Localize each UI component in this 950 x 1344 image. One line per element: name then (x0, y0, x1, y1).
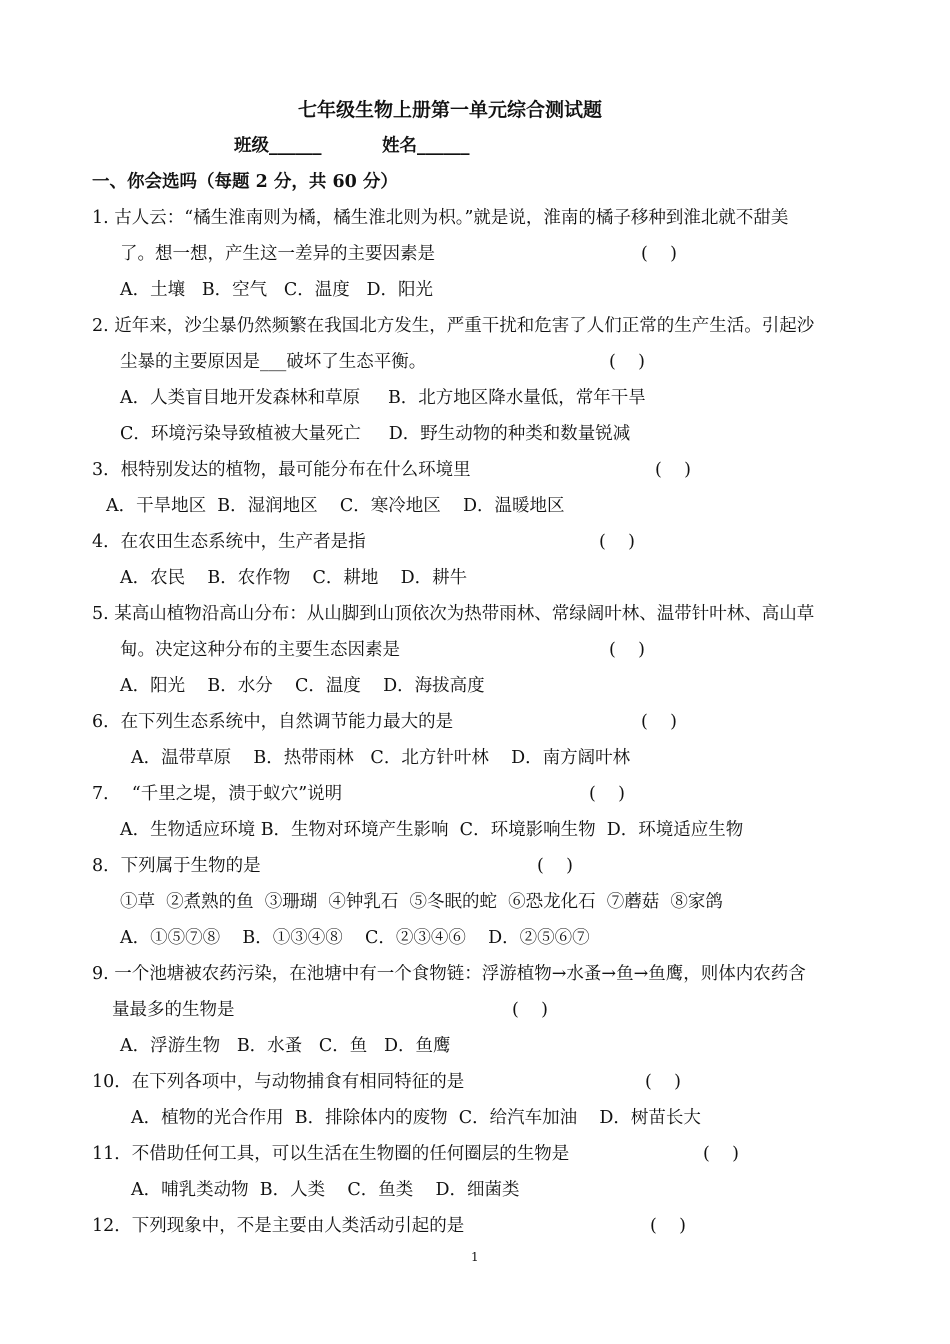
answer-bracket: ( ) (589, 784, 625, 804)
question-line: 10．在下列各项中，与动物捕食有相同特征的是 (92, 1072, 465, 1092)
question-line: 9. 一个池塘被农药污染，在池塘中有一个食物链：浮游植物→水蚤→鱼→鱼鹰，则体内农药含 (92, 964, 806, 984)
question-line: A．土壤 B．空气 C．温度 D．阳光 (120, 280, 433, 300)
question-line: 11．不借助任何工具，可以生活在生物圈的任何圈层的生物是 (92, 1144, 570, 1164)
question-line: 6．在下列生态系统中，自然调节能力最大的是 (92, 712, 454, 732)
question-line: 5. 某高山植物沿高山分布：从山脚到山顶依次为热带雨林、常绿阔叶林、温带针叶林、高山草 (92, 604, 815, 624)
answer-bracket: ( ) (537, 856, 573, 876)
question-line: A．阳光 B．水分 C．温度 D．海拔高度 (120, 676, 485, 696)
question-line: C．环境污染导致植被大量死亡 D．野生动物的种类和数量锐减 (120, 424, 631, 444)
question-line: A．干旱地区 B．湿润地区 C．寒冷地区 D．温暖地区 (106, 496, 565, 516)
page-number: 1 (471, 1250, 479, 1264)
question-line: 尘暴的主要原因是___破坏了生态平衡。 (120, 352, 427, 372)
question-line: 12．下列现象中，不是主要由人类活动引起的是 (92, 1216, 465, 1236)
answer-bracket: ( ) (609, 640, 645, 660)
question-line: 2. 近年来，沙尘暴仍然频繁在我国北方发生，严重干扰和危害了人们正常的生产生活。引起沙 (92, 316, 815, 336)
question-line: 3．根特别发达的植物，最可能分布在什么环境里 (92, 460, 471, 480)
question-line: 4．在农田生态系统中，生产者是指 (92, 532, 366, 552)
answer-bracket: ( ) (655, 460, 691, 480)
question-line: A．农民 B．农作物 C．耕地 D．耕牛 (120, 568, 468, 588)
question-line: 7． “千里之堤，溃于蚁穴”说明 (92, 784, 343, 804)
answer-bracket: ( ) (641, 244, 677, 264)
answer-bracket: ( ) (599, 532, 635, 552)
question-line: A．人类盲目地开发森林和草原 B．北方地区降水量低，常年干旱 (120, 388, 646, 408)
page-title: 七年级生物上册第一单元综合测试题 (298, 99, 603, 121)
answer-bracket: ( ) (641, 712, 677, 732)
answer-bracket: ( ) (645, 1072, 681, 1092)
question-line: A．哺乳类动物 B．人类 C．鱼类 D．细菌类 (131, 1180, 520, 1200)
class-label: 班级______ (234, 136, 322, 156)
name-label: 姓名______ (382, 136, 470, 156)
section-heading: 一、你会选吗（每题 2 分，共 60 分） (92, 172, 398, 192)
answer-bracket: ( ) (650, 1216, 686, 1236)
question-line: 8．下列属于生物的是 (92, 856, 261, 876)
question-line: ①草 ②煮熟的鱼 ③珊瑚 ④钟乳石 ⑤冬眠的蛇 ⑥恐龙化石 ⑦蘑菇 ⑧家鸽 (120, 892, 723, 912)
question-line: 量最多的生物是 (112, 1000, 235, 1020)
question-line: A．生物适应环境 B．生物对环境产生影响 C．环境影响生物 D．环境适应生物 (120, 820, 744, 840)
question-line: A．①⑤⑦⑧ B．①③④⑧ C．②③④⑥ D．②⑤⑥⑦ (120, 928, 590, 948)
answer-bracket: ( ) (512, 1000, 548, 1020)
question-line: A．温带草原 B．热带雨林 C．北方针叶林 D．南方阔叶林 (131, 748, 631, 768)
question-line: 甸。决定这种分布的主要生态因素是 (120, 640, 400, 660)
answer-bracket: ( ) (703, 1144, 739, 1164)
question-line: 1. 古人云：“橘生淮南则为橘，橘生淮北则为枳。”就是说，淮南的橘子移种到淮北就不甜美 (92, 208, 789, 228)
answer-bracket: ( ) (609, 352, 645, 372)
question-line: A．浮游生物 B．水蚤 C．鱼 D．鱼鹰 (120, 1036, 451, 1056)
question-line: 了。想一想，产生这一差异的主要因素是 (120, 244, 435, 264)
question-line: A．植物的光合作用 B．排除体内的废物 C．给汽车加油 D．树苗长大 (131, 1108, 701, 1128)
